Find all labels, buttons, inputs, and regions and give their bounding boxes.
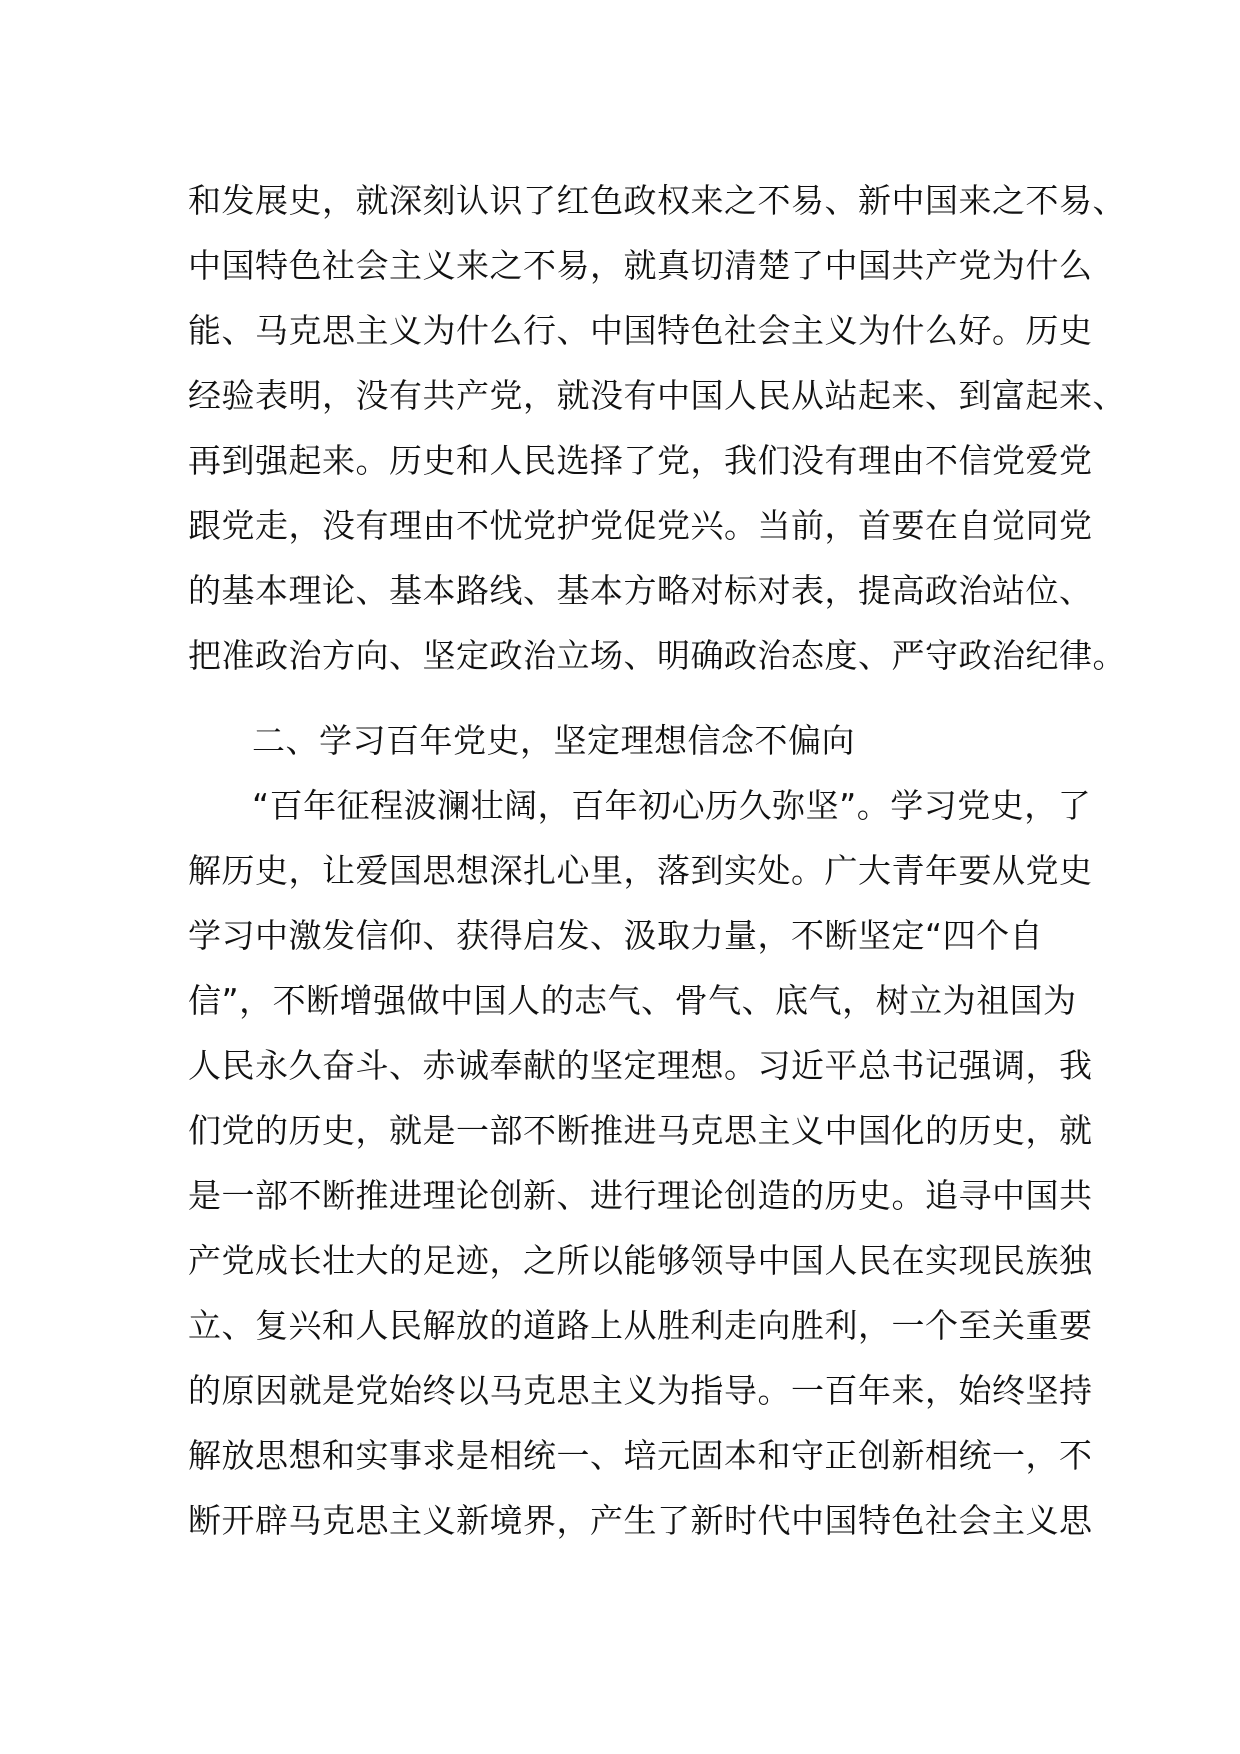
- text-line: 把准政治方向、坚定政治立场、明确政治态度、严守政治纪律。: [188, 636, 1126, 675]
- text-line: 们党的历史，就是一部不断推进马克思主义中国化的历史，就: [188, 1111, 1093, 1150]
- paragraph-2: [188, 773, 1093, 1553]
- text-line: 立、复兴和人民解放的道路上从胜利走向胜利，一个至关重要: [188, 1306, 1093, 1345]
- paragraph-spacer: [188, 688, 1068, 708]
- document-body: [188, 168, 1126, 1553]
- text-line: 能、马克思主义为什么行、中国特色社会主义为什么好。历史: [188, 311, 1093, 350]
- text-line: 信”，不断增强做中国人的志气、骨气、底气，树立为祖国为: [188, 981, 1077, 1020]
- text-line: 断开辟马克思主义新境界，产生了新时代中国特色社会主义思: [188, 1501, 1093, 1540]
- text-line: 的原因就是党始终以马克思主义为指导。一百年来，始终坚持: [188, 1371, 1093, 1410]
- text-line: “百年征程波澜壮阔，百年初心历久弥坚”。学习党史，了: [252, 786, 1092, 825]
- text-line: 产党成长壮大的足迹，之所以能够领导中国人民在实现民族独: [188, 1241, 1093, 1280]
- text-line: 中国特色社会主义来之不易，就真切清楚了中国共产党为什么: [188, 246, 1093, 285]
- text-line: 的基本理论、基本路线、基本方略对标对表，提高政治站位、: [188, 571, 1093, 610]
- section-heading: 二、学习百年党史，坚定理想信念不偏向: [252, 721, 855, 760]
- text-line: 学习中激发信仰、获得启发、汲取力量，不断坚定“四个自: [188, 916, 1044, 955]
- text-line: 和发展史，就深刻认识了红色政权来之不易、新中国来之不易、: [188, 181, 1126, 220]
- text-line: 跟党走，没有理由不忧党护党促党兴。当前，首要在自觉同党: [188, 506, 1093, 545]
- text-line: 解放思想和实事求是相统一、培元固本和守正创新相统一，不: [188, 1436, 1093, 1475]
- text-line: 是一部不断推进理论创新、进行理论创造的历史。追寻中国共: [188, 1176, 1093, 1215]
- text-line: 经验表明，没有共产党，就没有中国人民从站起来、到富起来、: [188, 376, 1126, 415]
- text-line: 解历史，让爱国思想深扎心里，落到实处。广大青年要从党史: [188, 851, 1093, 890]
- text-line: 人民永久奋斗、赤诚奉献的坚定理想。习近平总书记强调，我: [188, 1046, 1093, 1085]
- paragraph-1: [188, 168, 1126, 688]
- text-line: 再到强起来。历史和人民选择了党，我们没有理由不信党爱党: [188, 441, 1093, 480]
